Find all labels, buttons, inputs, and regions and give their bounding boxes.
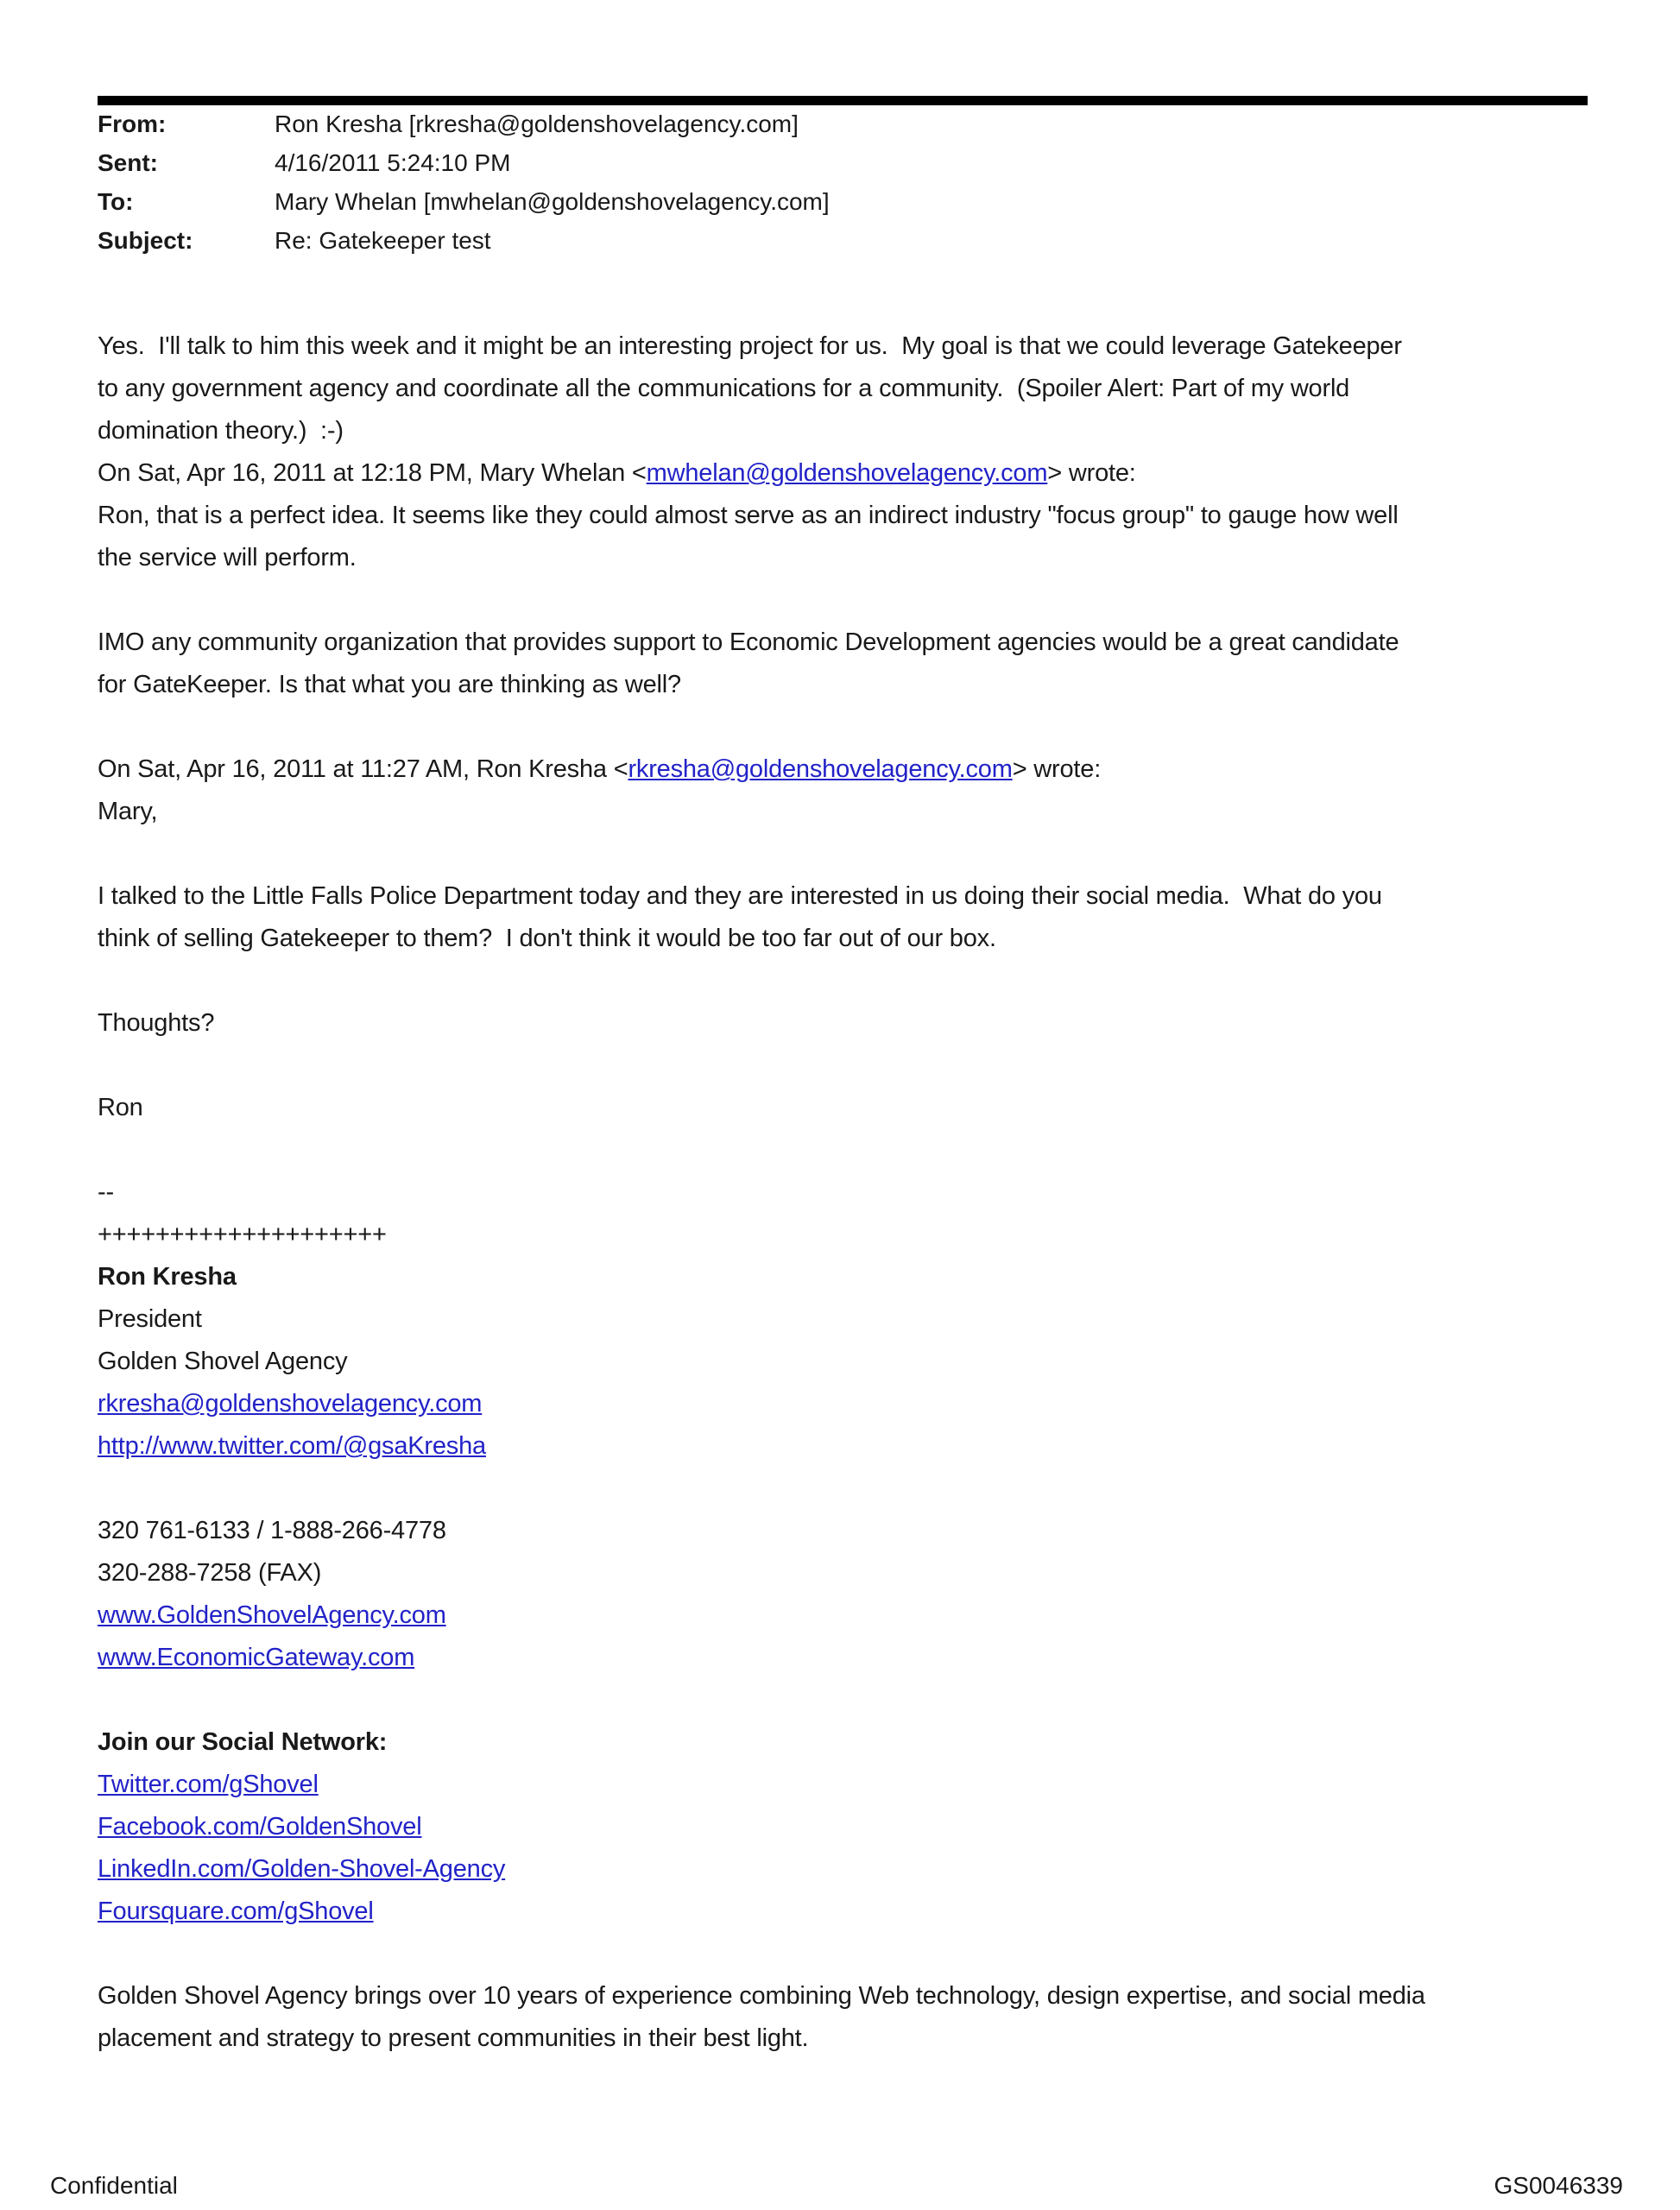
social-foursquare-link[interactable]: Foursquare.com/gShovel [98,1897,374,1925]
text-segment: President [98,1305,202,1333]
text-segment: I talked to the Little Falls Police Department today and they are interested in us doing their social media. What do you [98,882,1382,910]
text-segment: to any government agency and coordinate all the communications for a community. (Spoiler Alert: Part of my world [98,375,1350,402]
header-field-value: Ron Kresha [rkresha@goldenshovelagency.com] [275,110,799,137]
text-segment: Golden Shovel Agency brings over 10 years of experience combining Web technology, design expertise, and social media [98,1982,1425,2010]
signature-phone [98,1510,1600,1552]
text-segment: Yes. I'll talk to him this week and it might be an interesting project for us. My goal is that we could leverage Gatekeeper [98,332,1402,360]
text-segment: ++++++++++++++++++++ [98,1221,387,1248]
social-facebook-link[interactable]: Facebook.com/GoldenShovel [98,1813,422,1841]
text-segment: domination theory.) :-) [98,417,344,445]
confidential-label: Confidential [50,2172,178,2199]
body-line [98,1594,1600,1637]
text-segment: -- [98,1178,114,1206]
blank-line [98,1679,1600,1721]
signature-title [98,1298,1600,1341]
text-segment: think of selling Gatekeeper to them? I don't think it would be too far out of our box. [98,925,996,952]
social-twitter-link[interactable]: Twitter.com/gShovel [98,1771,319,1798]
text-segment: Mary, [98,798,158,825]
economicgateway-link[interactable]: www.EconomicGateway.com [98,1644,415,1671]
body-line [98,1002,1600,1045]
text-segment: > wrote: [1012,755,1102,783]
body-line [98,622,1600,664]
text-segment: for GateKeeper. Is that what you are thinking as well? [98,671,681,698]
body-line [98,410,1600,452]
blank-line [98,833,1600,875]
signature-fax [98,1552,1600,1594]
text-segment: IMO any community organization that provides support to Economic Development agencies would be a great candidate [98,628,1399,656]
blank-line [98,706,1600,748]
header-field-label: To: [98,188,134,215]
body-line [98,1975,1600,2017]
header-row [98,221,1591,260]
email-header [98,104,1591,260]
social-linkedin-link[interactable]: LinkedIn.com/Golden-Shovel-Agency [98,1855,506,1883]
blank-line [98,1468,1600,1510]
body-line [98,1214,1600,1256]
body-line [98,495,1600,537]
body-line [98,1383,1600,1425]
text-segment: On Sat, Apr 16, 2011 at 11:27 AM, Ron Kresha < [98,755,628,783]
body-line [98,1171,1600,1214]
body-line [98,452,1600,495]
body-line [98,368,1600,410]
header-row [98,104,1591,143]
text-segment: 320 761-6133 / 1-888-266-4778 [98,1517,446,1544]
header-row [98,143,1591,182]
header-field-label: From: [98,110,167,137]
text-segment: On Sat, Apr 16, 2011 at 12:18 PM, Mary Whelan < [98,459,647,487]
body-line [98,1848,1600,1891]
body-line [98,1806,1600,1848]
body-line [98,664,1600,706]
body-line [98,2017,1600,2060]
blank-line [98,1933,1600,1975]
page-footer [50,2165,1623,2207]
bates-number: GS0046339 [1494,2172,1623,2199]
header-field-value: 4/16/2011 5:24:10 PM [275,149,511,176]
body-line [98,918,1600,960]
signature-company [98,1341,1600,1383]
body-line [98,537,1600,579]
body-line [98,1764,1600,1806]
text-segment: Golden Shovel Agency [98,1348,348,1375]
blank-line [98,579,1600,622]
text-segment: placement and strategy to present communities in their best light. [98,2024,809,2052]
header-row [98,182,1591,221]
blank-line [98,960,1600,1002]
header-field-label: Subject: [98,227,193,254]
text-segment: > wrote: [1047,459,1136,487]
header-field-value: Mary Whelan [mwhelan@goldenshovelagency.com] [275,188,830,215]
text-segment: Thoughts? [98,1009,215,1037]
header-field-label: Sent: [98,149,158,176]
goldenshovelagency-link[interactable]: www.GoldenShovelAgency.com [98,1601,446,1629]
blank-line [98,1045,1600,1087]
text-segment: Ron, that is a perfect idea. It seems like they could almost serve as an indirect industry "focus group" to gauge how well [98,502,1399,529]
header-field-value: Re: Gatekeeper test [275,227,491,254]
signature-name [98,1256,1600,1298]
body-line [98,1891,1600,1933]
mwhelan-email-link[interactable]: mwhelan@goldenshovelagency.com [646,459,1048,487]
blank-line [98,1129,1600,1171]
text-segment: Ron Kresha [98,1263,237,1291]
body-line [98,325,1600,368]
body-line [98,875,1600,918]
body-line [98,748,1600,791]
twitter-profile-link[interactable]: http://www.twitter.com/@gsaKresha [98,1432,486,1460]
text-segment: the service will perform. [98,544,357,571]
text-segment: 320-288-7258 (FAX) [98,1559,322,1587]
signature-email-link[interactable]: rkresha@goldenshovelagency.com [98,1390,483,1418]
rkresha-email-link[interactable]: rkresha@goldenshovelagency.com [628,755,1013,783]
body-line [98,1637,1600,1679]
social-network-heading [98,1721,1600,1764]
text-segment: Join our Social Network: [98,1728,388,1756]
text-segment: Ron [98,1094,143,1121]
body-line [98,1425,1600,1468]
email-body [98,325,1600,2060]
body-line [98,1087,1600,1129]
body-line [98,791,1600,833]
